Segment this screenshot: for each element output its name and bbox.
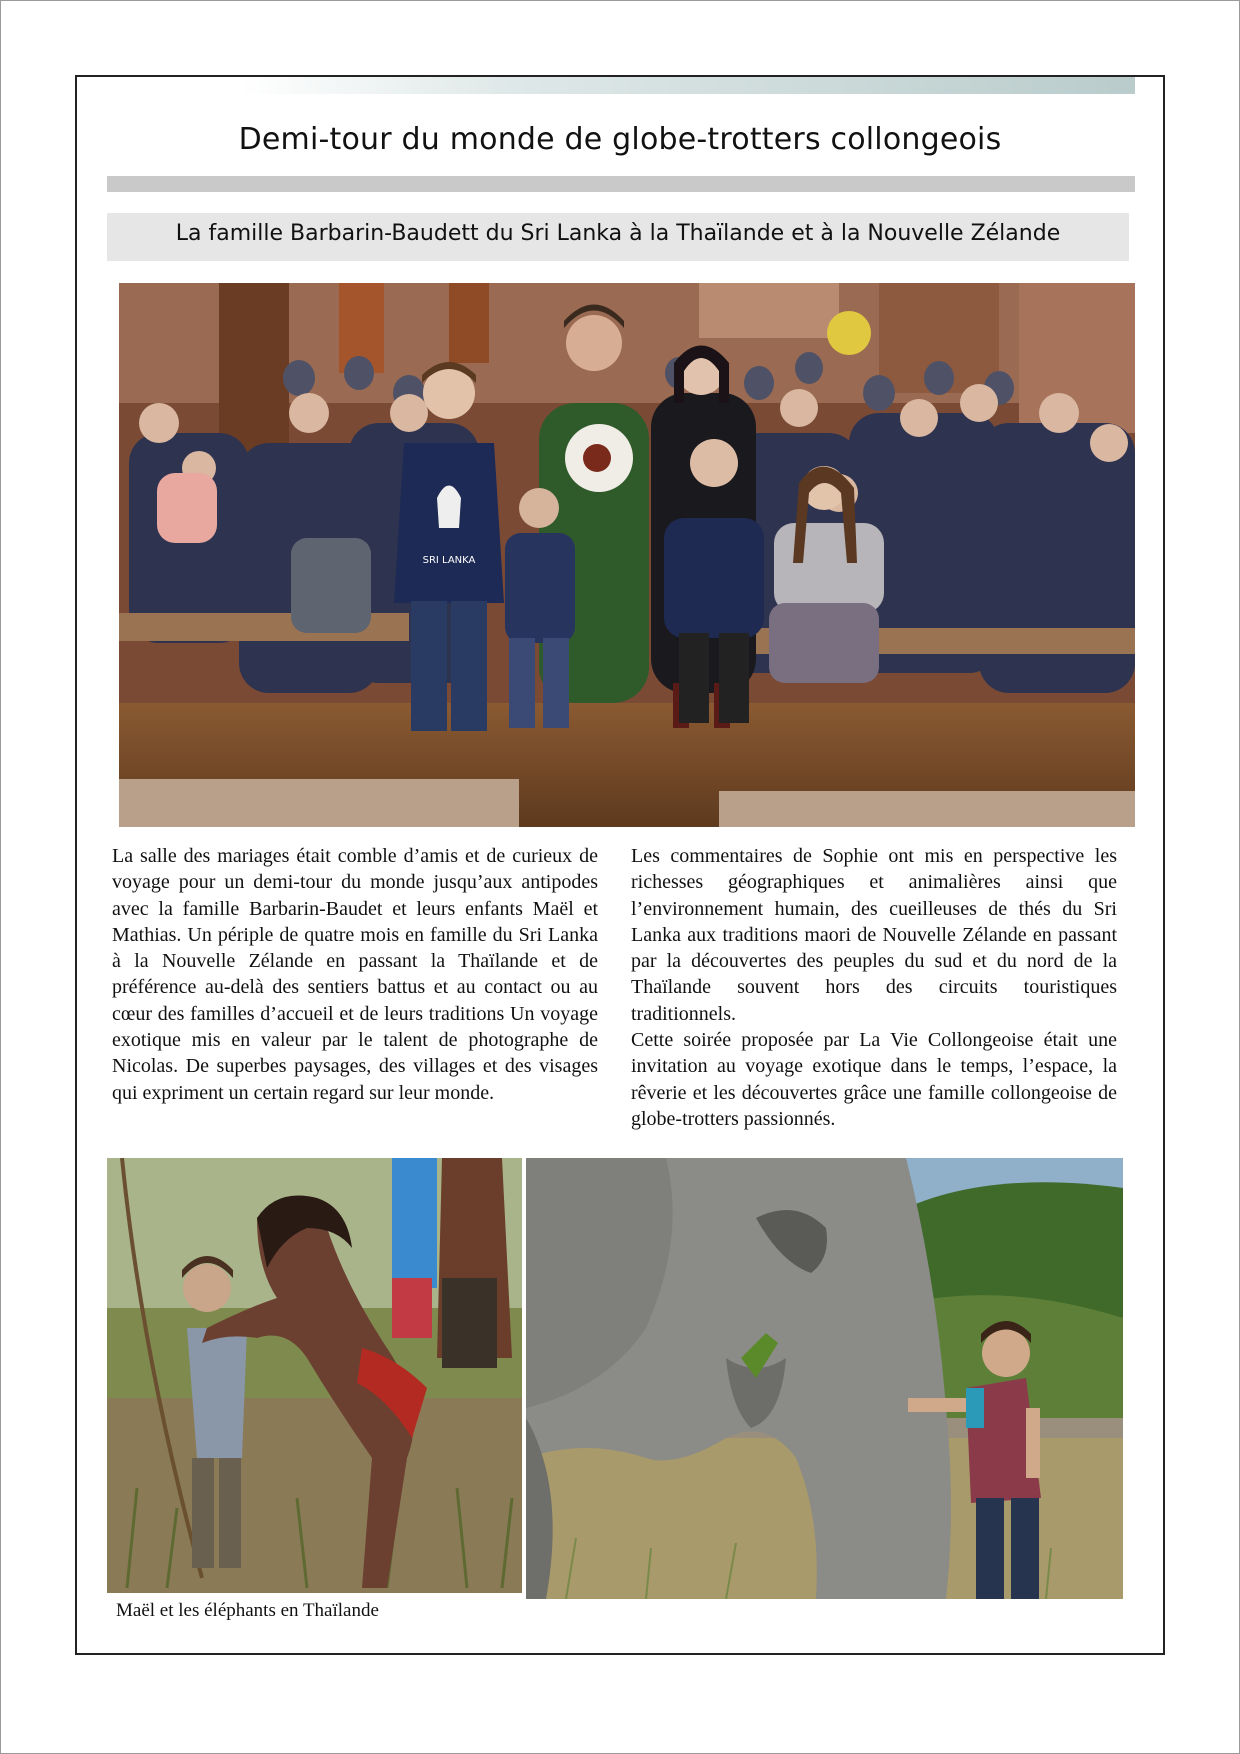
archery-photo [107, 1158, 522, 1593]
article-title: Demi-tour du monde de globe-trotters collongeois [238, 122, 1002, 157]
title-divider [107, 176, 1135, 192]
header-accent-bar [240, 77, 1135, 94]
body-paragraph: La salle des mariages était comble d’amis et de curieux de voyage pour un demi-tour du monde jusqu’aux antipodes avec la famille Barbarin-Baudet et leurs enfants Maël et Mathias. Un périple de quatre mois en famille du Sri Lanka à la Nouvelle Zélande en passant la Thaïlande et de préférence au-delà des sentiers battus et au contact ou au cœur des familles d’accueil et de leurs traditions Un voyage exotique mis en valeur par le talent de photographe de Nicolas. De superbes paysages, des villages et des visages qui expriment un certain regard sur leur monde. [112, 845, 598, 1104]
body-right-column [631, 843, 1117, 1132]
tshirt-text: SRI LANKA [422, 555, 476, 566]
audience-photo [119, 283, 1135, 827]
body-left-column [112, 843, 598, 1106]
body-paragraph: Les commentaires de Sophie ont mis en perspective les richesses géographiques et animalières ainsi que l’environnement humain, des cueilleuses de thés du Sri Lanka aux traditions maori de Nouvelle Zélande en passant par la découvertes des peuples du sud et du nord de la Thaïlande souvent hors des circuits touristiques traditionnels. [631, 845, 1117, 1025]
photo-caption: Maël et les éléphants en Thaïlande [116, 1600, 379, 1621]
body-paragraph: Cette soirée proposée par La Vie Collongeoise était une invitation au voyage exotique dans le temps, l’espace, la rêverie et les découvertes grâce une famille collongeoise de globe-trotters passionnés. [631, 1029, 1117, 1130]
article-subtitle: La famille Barbarin-Baudett du Sri Lanka à la Thaïlande et à la Nouvelle Zélande [175, 221, 1061, 246]
elephant-photo [526, 1158, 1123, 1599]
